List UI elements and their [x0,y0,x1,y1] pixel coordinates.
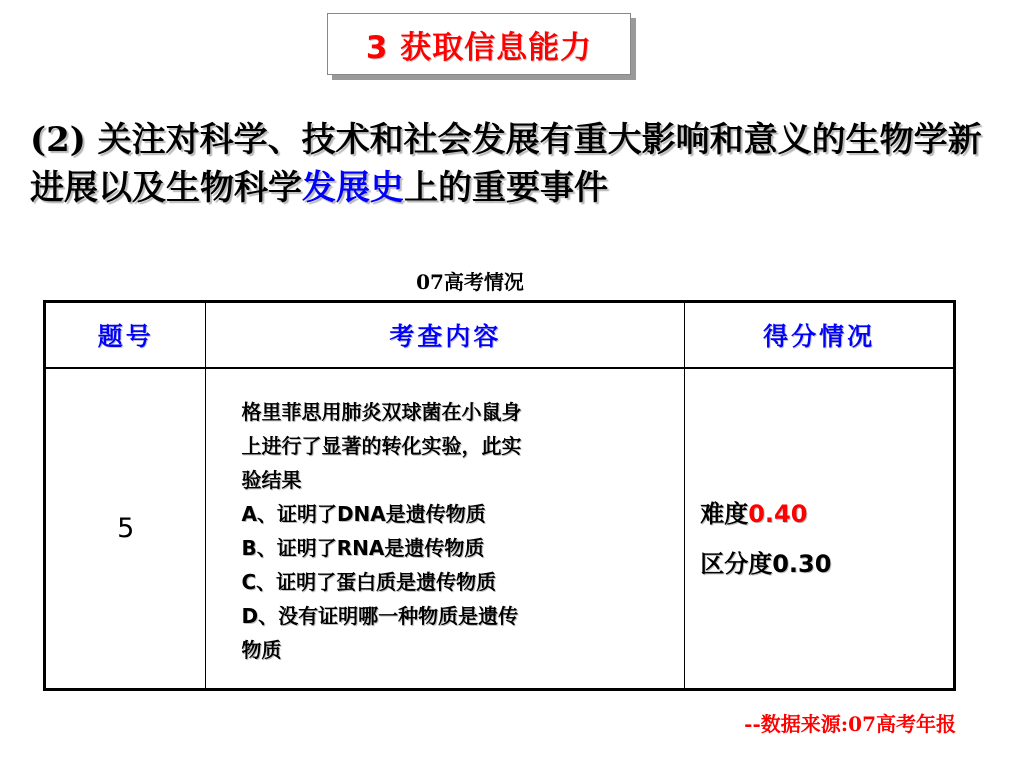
header-content: 考查内容 [206,302,685,369]
score-info [685,369,953,589]
option-c: C、证明了蛋白质是遗传物质 [241,570,497,594]
option-b: B、证明了RNA是遗传物质 [241,536,485,560]
difficulty [700,489,953,539]
title-box [327,13,631,75]
question-line: 上进行了显著的转化实验，此实 [241,434,522,458]
difficulty-value: 0.40 [748,500,808,528]
option-d-cont: 物质 [241,638,282,662]
discrimination-value: 0.30 [772,550,832,578]
subtitle-text-end: 上的重要事件 [404,168,608,208]
discrimination-label: 区分度 [700,549,773,578]
score-cell [685,368,955,690]
option-a: A、证明了DNA是遗传物质 [241,502,486,526]
table-row [45,368,955,690]
difficulty-label: 难度 [700,499,749,528]
question-content-cell [206,368,685,690]
table-caption: 07高考情况 [416,270,524,294]
subtitle [30,116,1005,212]
exam-table [43,300,956,691]
header-score: 得分情况 [685,302,955,369]
question-content [206,369,684,667]
subtitle-text: (2) 关注对科学、技术和社会发展有重大影响和意义的生物学新进展以及生物科学 [30,120,982,208]
discrimination [700,539,953,589]
question-number: 5 [45,368,206,690]
option-d: D、没有证明哪一种物质是遗传 [241,604,519,628]
header-question-number: 题号 [45,302,206,369]
subtitle-highlight: 发展史 [302,168,404,208]
slide-title: 3 获取信息能力 [365,29,593,66]
source-note: --数据来源:07高考年报 [744,712,956,736]
question-line: 验结果 [241,468,302,492]
table-header-row [45,302,955,369]
question-line: 格里菲思用肺炎双球菌在小鼠身 [241,400,522,424]
